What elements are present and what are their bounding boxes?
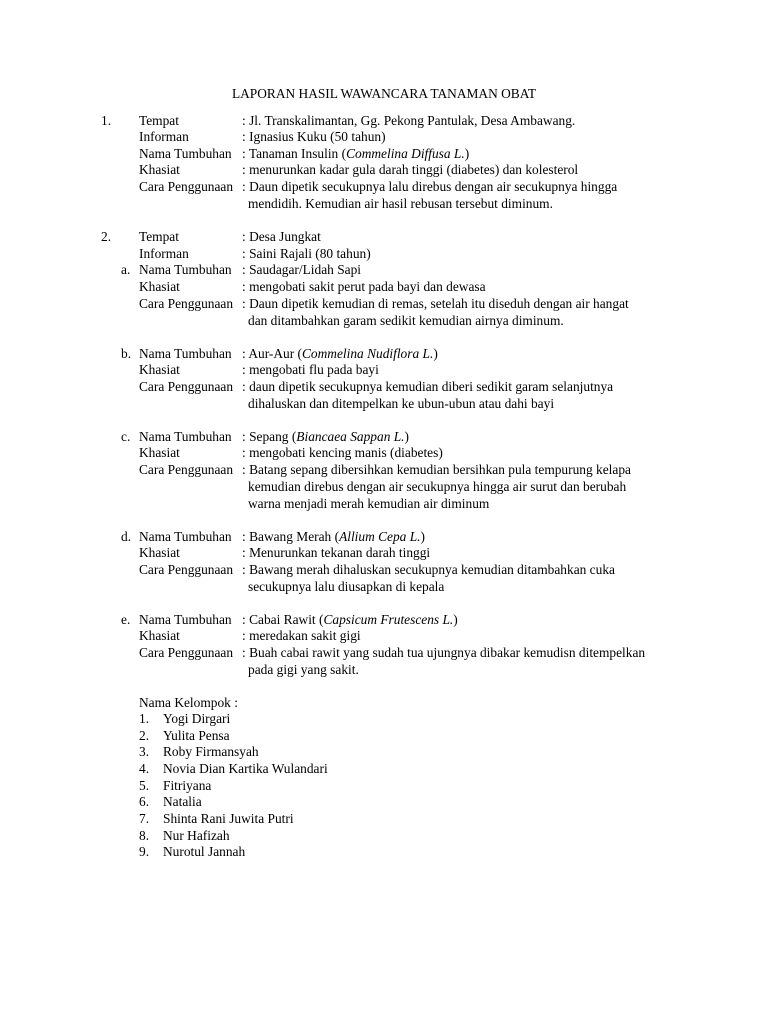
plant-common-name: : Bawang Merah ( — [242, 529, 340, 544]
member-name: Fitriyana — [163, 778, 212, 793]
member-number: 4. — [139, 761, 150, 776]
plant-letter: b. — [121, 346, 132, 361]
plant-latin-name: Capsicum Frutescens L. — [323, 612, 454, 627]
value-nama-tumbuhan — [242, 262, 682, 279]
label-nama-tumbuhan: Nama Tumbuhan — [139, 529, 232, 544]
value-nama-tumbuhan — [242, 529, 682, 546]
plant-latin-name: Allium Cepa L. — [339, 529, 421, 544]
value-khasiat: : mengobati kencing manis (diabetes) — [242, 445, 443, 460]
value-cara-line: : Buah cabai rawit yang sudah tua ujungnya dibakar kemudisn ditempelkan — [242, 645, 646, 660]
value-cara-line: dan ditambahkan garam sedikit kemudian airnya diminum. — [248, 313, 564, 328]
plant-name-close: ) — [464, 146, 470, 161]
member-name: Nur Hafizah — [163, 828, 230, 843]
label-cara-penggunaan: Cara Penggunaan — [139, 179, 234, 194]
label-nama-tumbuhan: Nama Tumbuhan — [139, 146, 232, 161]
plant-common-name: : Cabai Rawit ( — [242, 612, 324, 627]
plant-letter: d. — [121, 529, 132, 544]
value-cara-line: warna menjadi merah kemudian air diminum — [248, 496, 490, 511]
member-name: Yulita Pensa — [163, 728, 230, 743]
plant-letter: a. — [121, 262, 131, 277]
entry-number: 2. — [101, 229, 112, 244]
value-informan: : Ignasius Kuku (50 tahun) — [242, 129, 386, 144]
label-nama-tumbuhan: Nama Tumbuhan — [139, 429, 232, 444]
value-cara-line: kemudian direbus dengan air secukupnya hingga air surut dan berubah — [248, 479, 627, 494]
plant-common-name: : Aur-Aur ( — [242, 346, 302, 361]
plant-common-name: : Saudagar/Lidah Sapi — [242, 262, 361, 277]
member-number: 1. — [139, 711, 150, 726]
member-number: 7. — [139, 811, 150, 826]
label-nama-tumbuhan: Nama Tumbuhan — [139, 346, 232, 361]
label-khasiat: Khasiat — [139, 545, 180, 560]
value-cara-line: pada gigi yang sakit. — [248, 662, 359, 677]
label-khasiat: Khasiat — [139, 628, 180, 643]
plant-common-name: : Tanaman Insulin ( — [242, 146, 347, 161]
value-cara-line: : Daun dipetik kemudian di remas, setelah itu diseduh dengan air hangat — [242, 296, 629, 311]
value-nama-tumbuhan — [242, 429, 682, 446]
value-cara-line: mendidih. Kemudian air hasil rebusan tersebut diminum. — [248, 196, 553, 211]
label-cara-penggunaan: Cara Penggunaan — [139, 462, 234, 477]
entry-number: 1. — [101, 113, 112, 128]
member-number: 3. — [139, 744, 150, 759]
member-number: 5. — [139, 778, 150, 793]
label-tempat: Tempat — [139, 229, 179, 244]
member-name: Yogi Dirgari — [163, 711, 231, 726]
value-cara-line: secukupnya lalu diusapkan di kepala — [248, 579, 445, 594]
value-khasiat: : meredakan sakit gigi — [242, 628, 361, 643]
member-number: 6. — [139, 794, 150, 809]
value-khasiat: : mengobati flu pada bayi — [242, 362, 379, 377]
plant-letter: e. — [121, 612, 131, 627]
value-nama-tumbuhan — [242, 612, 682, 629]
value-cara-line: dihaluskan dan ditempelkan ke ubun-ubun atau dahi bayi — [248, 396, 555, 411]
label-nama-tumbuhan: Nama Tumbuhan — [139, 262, 232, 277]
plant-common-name: : Sepang ( — [242, 429, 297, 444]
label-informan: Informan — [139, 129, 189, 144]
plant-name-close: ) — [404, 429, 409, 444]
value-tempat: : Jl. Transkalimantan, Gg. Pekong Pantulak, Desa Ambawang. — [242, 113, 576, 128]
label-cara-penggunaan: Cara Penggunaan — [139, 296, 234, 311]
value-nama-tumbuhan — [242, 346, 682, 363]
plant-name-close: ) — [433, 346, 438, 361]
member-name: Roby Firmansyah — [163, 744, 259, 759]
member-name: Nurotul Jannah — [163, 844, 246, 859]
document-title: LAPORAN HASIL WAWANCARA TANAMAN OBAT — [231, 86, 537, 101]
label-cara-penggunaan: Cara Penggunaan — [139, 645, 234, 660]
label-khasiat: Khasiat — [139, 279, 180, 294]
member-name: Shinta Rani Juwita Putri — [163, 811, 294, 826]
value-cara-line: : Batang sepang dibersihkan kemudian bersihkan pula tempurung kelapa — [242, 462, 631, 477]
plant-letter: c. — [121, 429, 131, 444]
value-khasiat: : menurunkan kadar gula darah tinggi (diabetes) dan kolesterol — [242, 162, 579, 177]
value-cara-line: : Daun dipetik secukupnya lalu direbus dengan air secukupnya hingga — [242, 179, 618, 194]
value-tempat: : Desa Jungkat — [242, 229, 321, 244]
label-informan: Informan — [139, 246, 189, 261]
member-number: 8. — [139, 828, 150, 843]
value-nama-tumbuhan — [242, 146, 682, 163]
label-cara-penggunaan: Cara Penggunaan — [139, 379, 234, 394]
label-cara-penggunaan: Cara Penggunaan — [139, 562, 234, 577]
value-cara-line: : daun dipetik secukupnya kemudian diberi sedikit garam selanjutnya — [242, 379, 614, 394]
plant-name-close: ) — [453, 612, 458, 627]
label-nama-tumbuhan: Nama Tumbuhan — [139, 612, 232, 627]
member-name: Novia Dian Kartika Wulandari — [163, 761, 328, 776]
plant-latin-name: Commelina Nudiflora L. — [301, 346, 434, 361]
member-name: Natalia — [163, 794, 202, 809]
value-khasiat: : mengobati sakit perut pada bayi dan dewasa — [242, 279, 486, 294]
group-heading: Nama Kelompok : — [139, 695, 238, 710]
label-tempat: Tempat — [139, 113, 179, 128]
member-number: 2. — [139, 728, 150, 743]
plant-name-close: ) — [420, 529, 425, 544]
value-cara-line: : Bawang merah dihaluskan secukupnya kemudian ditambahkan cuka — [242, 562, 615, 577]
member-number: 9. — [139, 844, 150, 859]
value-khasiat: : Menurunkan tekanan darah tinggi — [242, 545, 431, 560]
value-informan: : Saini Rajali (80 tahun) — [242, 246, 371, 261]
plant-latin-name: Biancaea Sappan L. — [296, 429, 405, 444]
label-khasiat: Khasiat — [139, 162, 180, 177]
label-khasiat: Khasiat — [139, 445, 180, 460]
plant-latin-name: Commelina Diffusa L. — [346, 146, 465, 161]
label-khasiat: Khasiat — [139, 362, 180, 377]
